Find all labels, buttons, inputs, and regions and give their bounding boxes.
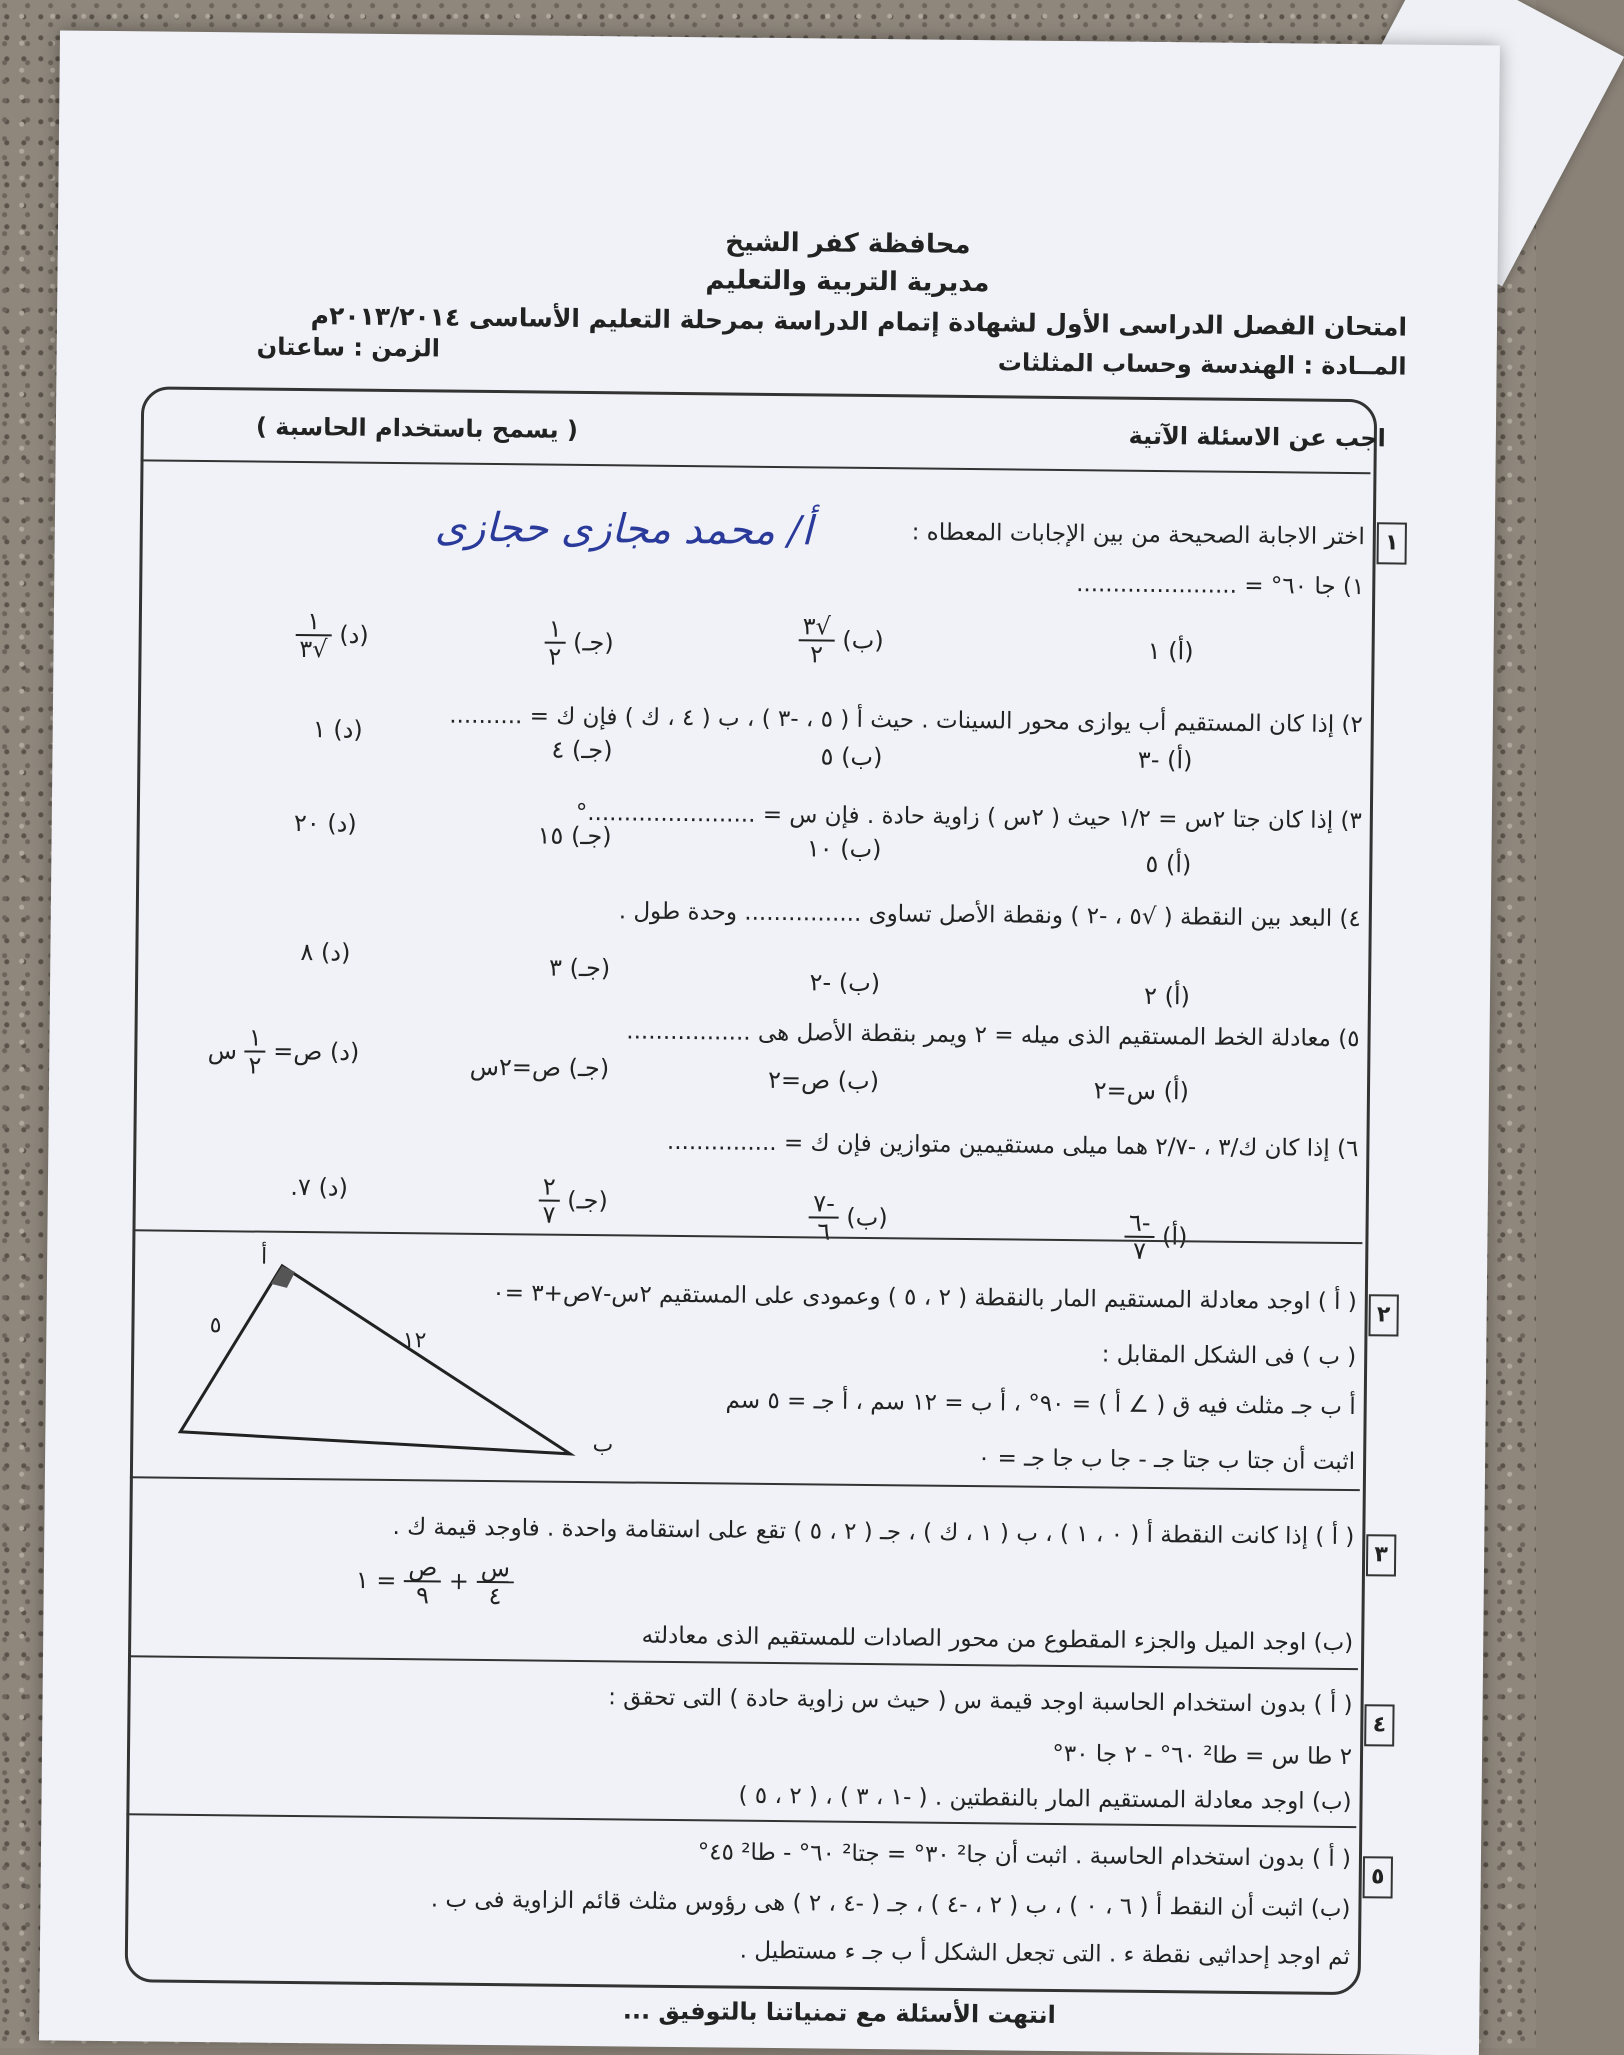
q1-6-option-c: (جـ) $\frac{٢}{٧}$	[538, 1174, 608, 1230]
q1-3-option-a: (أ) ٥	[1145, 849, 1192, 879]
q1-item-4: ٤) البعد بين النقطة ( √٥ ، -٢ ) ونقطة الأصل تساوى ................ وحدة طول .	[618, 898, 1361, 933]
instructions: اجب عن الاسئلة الآتية	[1128, 421, 1386, 453]
q1-2-option-c: (جـ) ٤	[551, 735, 613, 765]
q1-6-option-d: (د) ٧.	[290, 1172, 349, 1202]
q1-item-1: ١) جا ٦٠° = ......................	[1076, 571, 1365, 601]
subject-label: المــادة : الهندسة وحساب المثلثات	[997, 348, 1407, 381]
q3-equation: $\frac{\text{س}}{٤}$ + $\frac{\text{ص}}{٩}$ = ١	[356, 1554, 515, 1610]
q1-5-option-c: (جـ) ص=٢س	[469, 1052, 610, 1083]
q5-part-b-tail: ثم اوجد إحداثيى نقطة ء . التى تجعل الشكل أ ب جـ ء مستطيل .	[739, 1937, 1351, 1971]
q1-4-option-a: (أ) ٢	[1143, 981, 1191, 1011]
q4-part-b: (ب) اوجد معادلة المستقيم المار بالنقطتين . ( -١ ، ٣ ) ، ( ٢ ، ٥ )	[738, 1782, 1352, 1816]
q1-5-option-b: (ب) ص=٢	[767, 1065, 880, 1096]
q3-part-b: (ب) اوجد الميل والجزء المقطوع من محور الصادات للمستقيم الذى معادلته	[641, 1622, 1354, 1657]
q1-2-option-b: (ب) ٥	[820, 742, 883, 772]
question-number-5: ٥	[1363, 1856, 1393, 1898]
q2-triangle-given: أ ب جـ مثلث فيه ق ( ∠ أ ) = ٩٠° ، أ ب = ١٢ سم ، أ جـ = ٥ سم	[725, 1387, 1356, 1421]
teacher-handwritten-name: أ/ محمد مجازى حجازى	[434, 504, 813, 555]
time-label: الزمن : ساعتان	[256, 332, 441, 363]
vertex-a-label: أ	[260, 1244, 268, 1270]
q1-stem: اختر الاجابة الصحيحة من بين الإجابات المعطاه :	[911, 519, 1365, 551]
governorate-title: محافظة كفر الشيخ	[725, 227, 971, 261]
q2-prove: اثبت أن جتا ب جتا جـ - جا ب جا جـ = ٠	[977, 1445, 1356, 1476]
question-number-1: ١	[1377, 522, 1407, 564]
q1-3-option-b: (ب) ١٠	[806, 834, 882, 864]
question-number-4: ٤	[1364, 1704, 1394, 1746]
q1-item-5: ٥) معادلة الخط المستقيم الذى ميله = ٢ ويمر بنقطة الأصل هى .................	[626, 1018, 1360, 1053]
calculator-note: ( يسمح باستخدام الحاسبة )	[255, 412, 579, 444]
question-number-2: ٢	[1368, 1294, 1398, 1336]
q1-6-option-b: (ب) $\frac{-٧}{٦}$	[809, 1190, 888, 1246]
q1-item-6: ٦) إذا كان ك/٣ ، -٢/٧ هما ميلى مستقيمين متوازين فإن ك = ...............	[666, 1128, 1359, 1163]
q1-4-option-c: (جـ) ٣	[548, 953, 611, 983]
q3-part-a: ( أ ) إذا كانت النقطة أ ( ٠ ، ١ ) ، ب ( ١ ، ك ) ، جـ ( ٢ ، ٥ ) تقع على استقامة واحدة . فاوجد قيمة ك .	[392, 1514, 1355, 1551]
side-5-label: ٥	[209, 1313, 222, 1339]
q1-3-option-d: (د) ٢٠	[293, 808, 357, 838]
question-number-3: ٣	[1366, 1534, 1396, 1576]
q2-part-a: ( أ ) اوجد معادلة المستقيم المار بالنقطة ( ٢ ، ٥ ) وعمودى على المستقيم ٢س-٧ص+٣ =٠	[492, 1280, 1357, 1316]
side-12-label: ١٢	[402, 1328, 427, 1354]
q1-1-option-a: (أ) ١	[1147, 636, 1194, 666]
q1-2-option-d: (د) ١	[312, 715, 363, 744]
q5-part-b: (ب) اثبت أن النقط أ ( ٦ ، ٠ ) ، ب ( ٢ ، -٤ ) ، جـ ( -٤ ، ٢ ) هى رؤوس مثلث قائم الزاوية فى ب .	[430, 1886, 1351, 1923]
q1-1-option-d: (د) $\frac{١}{√٣}$	[295, 608, 369, 664]
q1-6-option-a: (أ) $\frac{-٦}{٧}$	[1125, 1210, 1188, 1265]
q5-part-a: ( أ ) بدون استخدام الحاسبة . اثبت أن جا² ٣٠° = جتا² ٦٠° - طا² ٤٥°	[697, 1839, 1352, 1873]
right-triangle-figure	[165, 1244, 614, 1462]
exam-paper	[39, 30, 1500, 2055]
q1-2-option-a: (أ) -٣	[1137, 745, 1193, 775]
q1-1-option-c: (جـ) $\frac{١}{٢}$	[544, 616, 614, 672]
q1-1-option-b: (ب) $\frac{√٣}{٢}$	[798, 613, 884, 669]
closing-message: انتهت الأسئلة مع تمنياتنا بالتوفيق ...	[622, 1996, 1056, 2029]
directorate-title: مديرية التربية والتعليم	[705, 265, 990, 299]
q1-5-option-a: (أ) س=٢	[1093, 1076, 1190, 1106]
q1-4-option-d: (د) ٨	[300, 938, 351, 967]
q1-item-2: ٢) إذا كان المستقيم أب يوازى محور السينات . حيث أ ( ٥ ، -٣ ) ، ب ( ٤ ، ك ) فإن ك = ..........	[449, 702, 1363, 739]
q1-item-3: ٣) إذا كان جتا ٢س = ١/٢ حيث ( ٢س ) زاوية حادة . فإن س = .......................°	[575, 799, 1362, 835]
q4-part-a: ( أ ) بدون استخدام الحاسبة اوجد قيمة س ( حيث س زاوية حادة ) التى تحقق :	[608, 1684, 1353, 1719]
q4-equation: ٢ طا س = طا² ٦٠° - ٢ جا ٣٠°	[1052, 1740, 1353, 1771]
exam-title: امتحان الفصل الدراسى الأول لشهادة إتمام الدراسة بمرحلة التعليم الأساسى ٢٠١٣/٢٠١٤م	[310, 301, 1408, 342]
q1-3-option-c: (جـ) ١٥	[537, 821, 612, 851]
q2-part-b: ( ب ) فى الشكل المقابل :	[1101, 1341, 1357, 1371]
vertex-b-label: ب	[592, 1432, 614, 1458]
q1-5-option-d: (د) ص= $\frac{١}{٢}$ س	[207, 1023, 360, 1081]
q1-4-option-b: (ب) -٢	[809, 968, 881, 998]
